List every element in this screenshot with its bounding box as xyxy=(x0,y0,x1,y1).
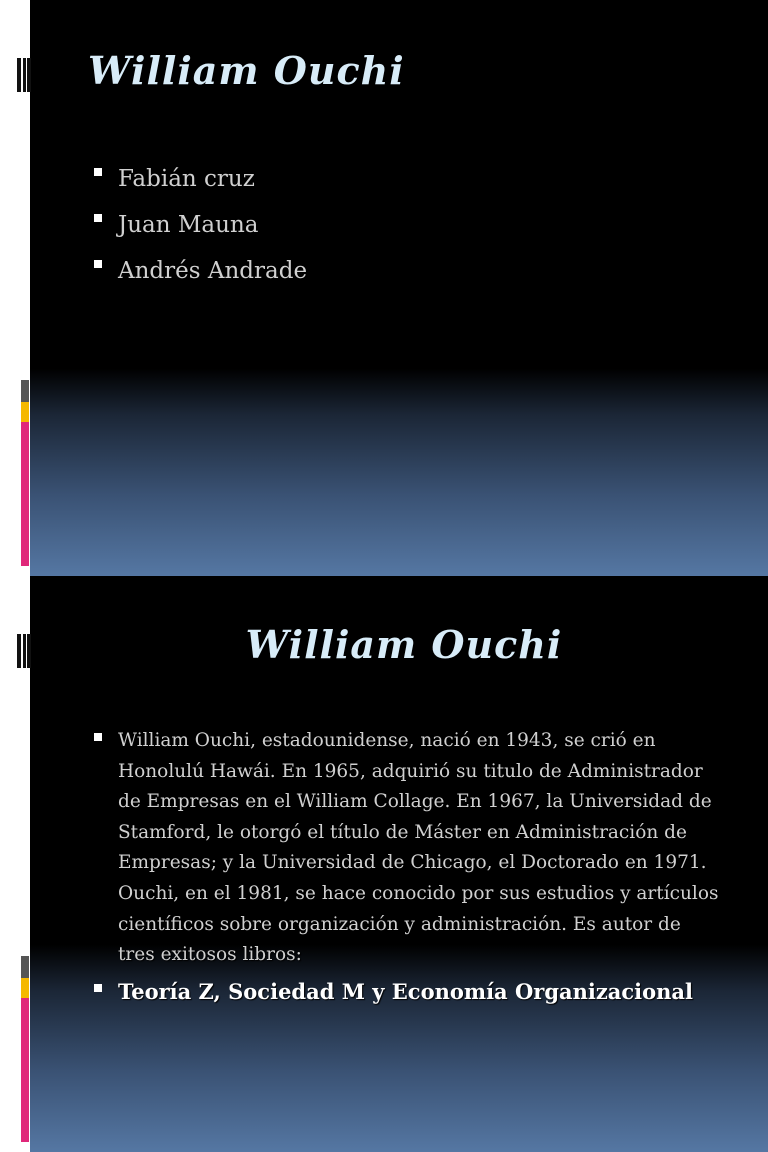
deco-color-strip xyxy=(21,956,29,1142)
deco-bars xyxy=(17,58,31,92)
author-list xyxy=(90,156,307,294)
slide-2 xyxy=(0,576,768,1152)
list-item: Fabián cruz xyxy=(90,156,307,202)
slide-title: William Ouchi xyxy=(245,622,563,667)
books-item: Teoría Z, Sociedad M y Economía Organizacional xyxy=(90,977,720,1008)
slide-title: William Ouchi xyxy=(88,48,405,93)
deco-color-strip xyxy=(21,380,29,566)
bio-paragraph: William Ouchi, estadounidense, nació en 1943, se crió en Honolulú Hawái. En 1965, adquirió su titulo de Administrador de Empresas en el William Collage. En 1967, la Universidad de Stamford, le otorgó el título de Máster en Administración de Empresas; y la Universidad de Chicago, el Doctorado en 1971. Ouchi, en el 1981, se hace conocido por sus estudios y artículos científicos sobre organización y administración. Es autor de tres exitosos libros: xyxy=(90,726,720,971)
list-item: Juan Mauna xyxy=(90,202,307,248)
bio-list xyxy=(90,726,720,1007)
list-item: Andrés Andrade xyxy=(90,248,307,294)
